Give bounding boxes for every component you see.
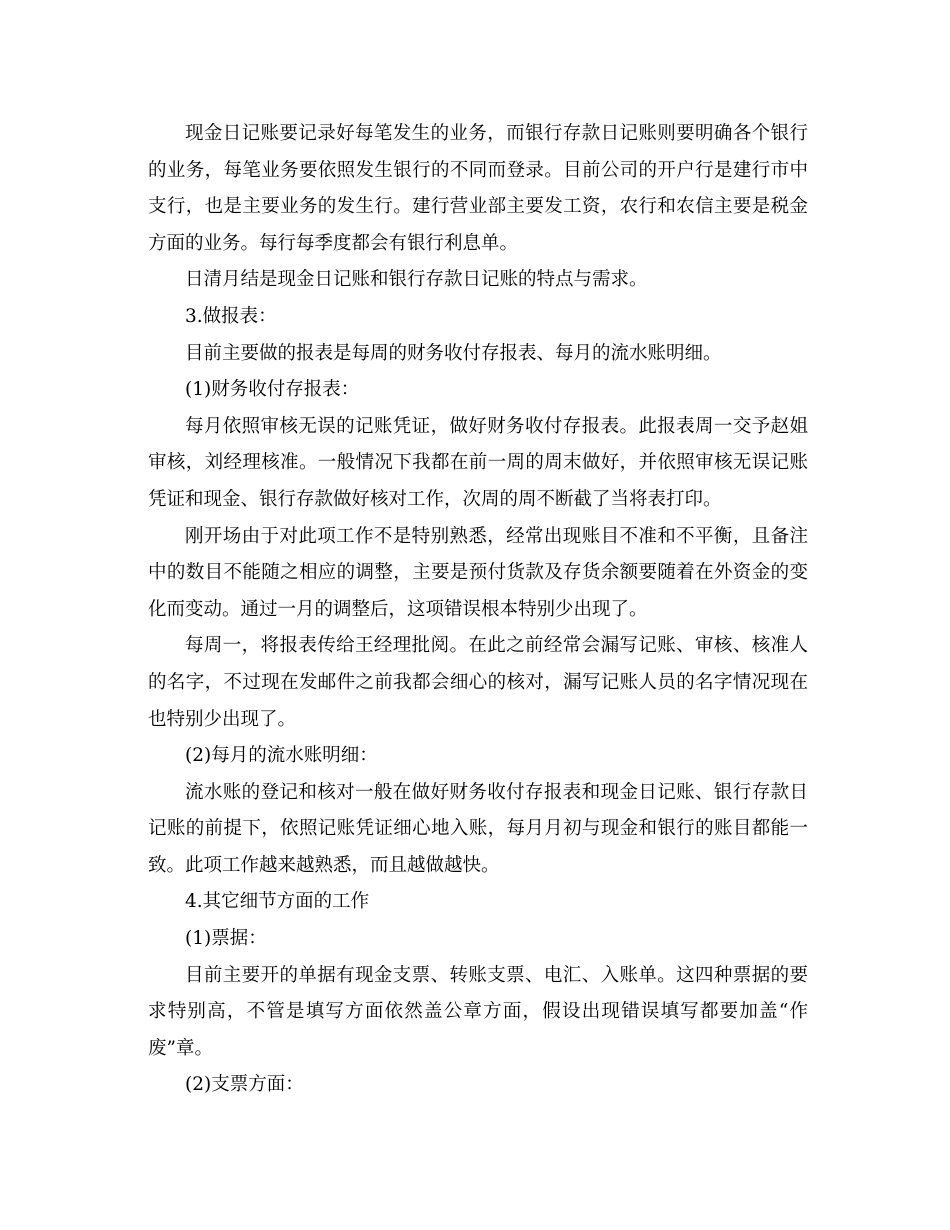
paragraph-bill-types: 目前主要开的单据有现金支票、转账支票、电汇、入账单。这四种票据的要求特别高，不管是填写方面依然盖公章方面，假设出现错误填写都要加盖“作废”章。 — [148, 964, 808, 1059]
heading-make-reports: 3.做报表： — [185, 305, 277, 327]
subheading-bills: (1)票据： — [185, 928, 267, 950]
document-body — [148, 116, 808, 1104]
paragraph-early-errors: 刚开场由于对此项工作不是特别熟悉，经常出现账目不准和不平衡，且备注中的数目不能随之相应的调整，主要是预付货款及存货余额要随着在外资金的变化而变动。通过一月的调整后，这项错误根本特别少出现了。 — [148, 525, 808, 620]
paragraph-cash-journal: 现金日记账要记录好每笔发生的业务，而银行存款日记账则要明确各个银行的业务，每笔业务要依照发生银行的不同而登录。目前公司的开户行是建行市中支行，也是主要业务的发生行。建行营业部主要发工资，农行和农信主要是税金方面的业务。每行每季度都会有银行利息单。 — [148, 123, 808, 254]
paragraph-finance-report-process: 每月依照审核无误的记账凭证，做好财务收付存报表。此报表周一交予赵姐审核，刘经理核准。一般情况下我都在前一周的周末做好，并依照审核无误记账凭证和现金、银行存款做好核对工作，次周的周不断截了当将表打印。 — [148, 415, 808, 510]
subheading-finance-report: (1)财务收付存报表： — [185, 379, 360, 401]
paragraph-daily-monthly-settlement: 日清月结是现金日记账和银行存款日记账的特点与需求。 — [185, 269, 648, 291]
heading-other-details: 4.其它细节方面的工作 — [185, 891, 370, 913]
paragraph-ledger-process: 流水账的登记和核对一般在做好财务收付存报表和现金日记账、银行存款日记账的前提下，依照记账凭证细心地入账，每月月初与现金和银行的账目都能一致。此项工作越来越熟悉，而且越做越快。 — [148, 781, 808, 876]
paragraph-weekly-review: 每周一，将报表传给王经理批阅。在此之前经常会漏写记账、审核、核准人的名字，不过现在发邮件之前我都会细心的核对，漏写记账人员的名字情况现在也特别少出现了。 — [148, 635, 808, 730]
paragraph-reports-overview: 目前主要做的报表是每周的财务收付存报表、每月的流水账明细。 — [185, 342, 722, 364]
subheading-checks: (2)支票方面： — [185, 1074, 304, 1096]
subheading-monthly-ledger: (2)每月的流水账明细： — [185, 745, 378, 767]
